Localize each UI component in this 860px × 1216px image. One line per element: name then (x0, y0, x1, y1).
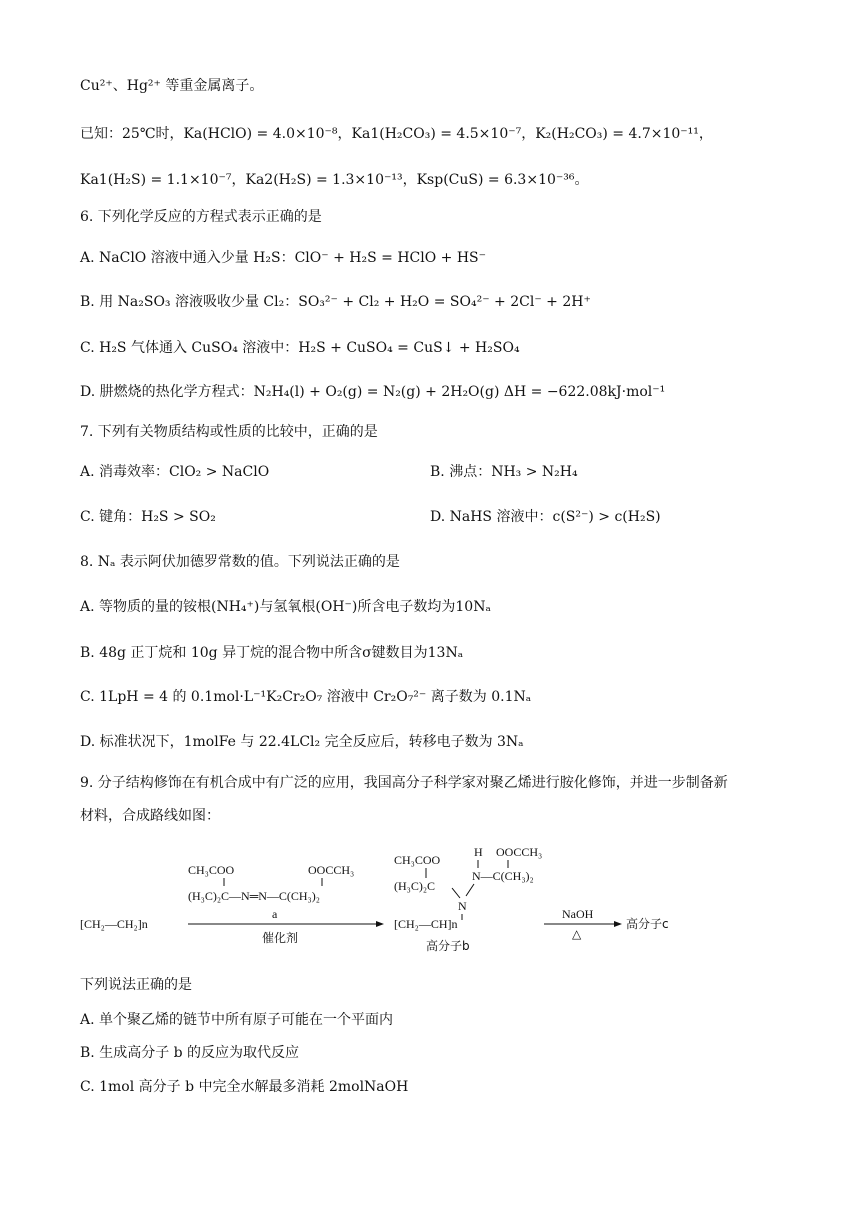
q8-option-d: D. 标准状况下，1molFe 与 22.4LCl₂ 完全反应后，转移电子数为 3Nₐ (80, 734, 524, 750)
heat-symbol: △ (572, 927, 582, 941)
q9-pre-options: 下列说法正确的是 (80, 977, 192, 993)
q6-option-c: C. H₂S 气体通入 CuSO₄ 溶液中：H₂S + CuSO₄ = CuS↓ + H₂SO₄ (80, 340, 520, 356)
q9-option-c: C. 1mol 高分子 b 中完全水解最多消耗 2molNaOH (80, 1079, 409, 1095)
intro-constants-line-2: 已知：25℃时，Ka(HClO) = 4.0×10⁻⁸，Ka1(H₂CO₃) = 4.5×10⁻⁷，K₂(H₂CO₃) = 4.7×10⁻¹¹， (80, 126, 713, 142)
polymer-b-mid-left: (H₃C)₂C (394, 879, 436, 893)
polymer-b-top-right: OOCCH₃ (496, 845, 543, 859)
polymer-b-h: H (474, 845, 483, 859)
q8-option-a: A. 等物质的量的铵根(NH₄⁺)与氢氧根(OH⁻)所含电子数均为10Nₐ (80, 599, 491, 615)
catalyst-label: 催化剂 (262, 931, 299, 945)
naoh-label: NaOH (562, 907, 594, 921)
polymer-b-n: N (458, 899, 467, 913)
q9-option-b: B. 生成高分子 b 的反应为取代反应 (80, 1045, 300, 1061)
q6-option-b: B. 用 Na₂SO₃ 溶液吸收少量 Cl₂：SO₃²⁻ + Cl₂ + H₂O = SO₄²⁻ + 2Cl⁻ + 2H⁺ (80, 294, 591, 310)
q7-option-c: C. 键角：H₂S > SO₂ (80, 509, 216, 525)
q6-stem: 6. 下列化学反应的方程式表示正确的是 (80, 209, 322, 225)
q8-stem: 8. Nₐ 表示阿伏加德罗常数的值。下列说法正确的是 (80, 554, 400, 570)
polymer-b-label: 高分子b (426, 939, 470, 953)
intro-constants-line-3: Ka1(H₂S) = 1.1×10⁻⁷，Ka2(H₂S) = 1.3×10⁻¹³，Ksp(CuS) = 6.3×10⁻³⁶。 (80, 172, 589, 188)
q9-stem-line-1: 9. 分子结构修饰在有机合成中有广泛的应用，我国高分子科学家对聚乙烯进行胺化修饰，并进一步制备新 (80, 775, 728, 791)
reagent-a-label: a (272, 907, 278, 921)
polymer-b-chain: [CH₂—CH]n (394, 917, 458, 931)
q7-option-d: D. NaHS 溶液中：c(S²⁻) > c(H₂S) (430, 509, 661, 525)
q7-stem: 7. 下列有关物质结构或性质的比较中，正确的是 (80, 424, 378, 440)
q8-option-c: C. 1LpH = 4 的 0.1mol·L⁻¹K₂Cr₂O₇ 溶液中 Cr₂O₇²⁻ 离子数为 0.1Nₐ (80, 689, 532, 705)
polymer-b-mid-right: N—C(CH₃)₂ (472, 869, 534, 883)
q9-option-a: A. 单个聚乙烯的链节中所有原子可能在一个平面内 (80, 1012, 394, 1028)
intro-line-1: Cu²⁺、Hg²⁺ 等重金属离子。 (80, 78, 264, 94)
arrow-1-head (376, 921, 384, 927)
q7-option-a: A. 消毒效率：ClO₂ > NaClO (80, 464, 270, 480)
synthesis-route-scheme (76, 838, 796, 960)
polymer-c-label: 高分子c (626, 917, 669, 931)
reagent-a-top-right: OOCCH₃ (308, 863, 355, 877)
q6-option-a: A. NaClO 溶液中通入少量 H₂S：ClO⁻ + H₂S = HClO + HS⁻ (80, 250, 487, 266)
reagent-a-middle: (H₃C)₂C—N═N—C(CH₃)₂ (188, 889, 320, 903)
q6-option-d: D. 肼燃烧的热化学方程式：N₂H₄(l) + O₂(g) = N₂(g) + 2H₂O(g) ΔH = −622.08kJ·mol⁻¹ (80, 384, 666, 400)
polyethylene-formula: [CH₂—CH₂]n (80, 917, 148, 931)
polymer-b-top-left: CH₃COO (394, 853, 441, 867)
arrow-2-head (614, 921, 622, 927)
q8-option-b: B. 48g 正丁烷和 10g 异丁烷的混合物中所含σ键数目为13Nₐ (80, 645, 464, 661)
q9-stem-line-2: 材料，合成路线如图： (80, 808, 220, 824)
q7-option-b: B. 沸点：NH₃ > N₂H₄ (430, 464, 578, 480)
reagent-a-top-left: CH₃COO (188, 863, 235, 877)
